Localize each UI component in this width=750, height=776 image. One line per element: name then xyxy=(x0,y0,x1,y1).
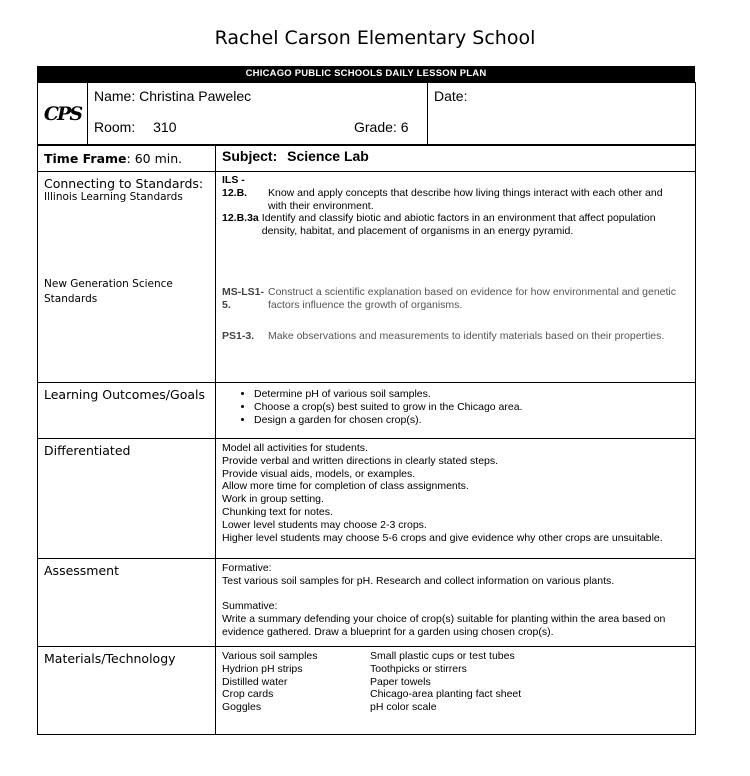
standard-code: 12.B. xyxy=(222,186,248,199)
subject-value: Science Lab xyxy=(287,148,369,164)
name-label: Name: xyxy=(94,88,136,104)
list-item: Chicago-area planting fact sheet xyxy=(370,688,522,701)
date-cell xyxy=(428,83,696,145)
name-room-cell xyxy=(88,83,428,145)
standard-item xyxy=(222,187,689,213)
outcomes-list xyxy=(222,388,689,426)
outcomes-cell xyxy=(216,383,696,439)
summative-text: Write a summary defending your choice of crop(s) suitable for planting within the area based on evidence gathered. Draw a blueprint for a garden using chosen crop(s). xyxy=(222,613,666,638)
list-item: Provide verbal and written directions in clearly stated steps. xyxy=(222,454,499,467)
formative-label: Formative: xyxy=(222,562,272,574)
subject-cell xyxy=(216,146,696,172)
grade-value: 6 xyxy=(400,119,409,135)
list-item: Goggles xyxy=(222,701,262,714)
list-item: Model all activities for students. xyxy=(222,442,368,454)
formative-text: Test various soil samples for pH. Research and collect information on various plants. xyxy=(222,574,615,587)
list-item: pH color scale xyxy=(370,701,437,714)
materials-columns xyxy=(222,650,689,714)
plan-table xyxy=(37,145,696,735)
grade-label: Grade: xyxy=(354,119,397,135)
summative-label: Summative: xyxy=(222,600,278,613)
list-item: Chunking text for notes. xyxy=(222,505,333,518)
ngss-item xyxy=(222,286,689,312)
materials-col-1 xyxy=(222,650,370,714)
timeframe-label: Time Frame xyxy=(44,151,127,166)
standard-code: 12.B.3a xyxy=(222,212,259,225)
logo-cell xyxy=(38,83,88,145)
standards-heading: Connecting to Standards: xyxy=(44,176,204,191)
subject-label: Subject: xyxy=(222,148,278,164)
cps-logo: CPS xyxy=(43,102,82,125)
list-item: Small plastic cups or test tubes xyxy=(370,650,515,662)
list-item: Allow more time for completion of class assignments. xyxy=(222,480,469,493)
ngss-item xyxy=(222,330,689,343)
ngss-label: New Generation Science Standards xyxy=(44,278,173,305)
standard-item xyxy=(222,212,689,238)
standard-text: Identify and classify biotic and abiotic factors in an environment that affect population density, habitat, and placement of organisms in an energy pyramid. xyxy=(261,212,656,238)
list-item: Various soil samples xyxy=(222,650,318,662)
ngss-text: Construct a scientific explanation based on evidence for how environmental and genetic factors influence the growth of organisms. xyxy=(268,285,676,311)
ngss-text: Make observations and measurements to identify materials based on their properties. xyxy=(268,329,665,342)
differentiated-cell xyxy=(216,439,696,559)
school-title: Rachel Carson Elementary School xyxy=(214,27,536,49)
materials-col-2 xyxy=(370,650,521,714)
list-item: Lower level students may choose 2-3 crops. xyxy=(222,518,427,531)
list-item: Higher level students may choose 5-6 crops and give evidence why other crops are unsuitable. xyxy=(222,531,663,544)
standards-detail-cell xyxy=(216,172,696,383)
list-item: • Choose a crop(s) best suited to grow in the Chicago area. xyxy=(254,401,689,413)
timeframe-cell xyxy=(38,146,216,172)
standard-text: Know and apply concepts that describe how living things interact with each other and with their environment. xyxy=(268,186,663,212)
materials-label: Materials/Technology xyxy=(38,647,216,735)
ngss-code: PS1-3. xyxy=(222,329,255,342)
list-item: Crop cards xyxy=(222,688,274,701)
illinois-standards-label: Illinois Learning Standards xyxy=(44,191,183,203)
name-value: Christina Pawelec xyxy=(139,88,252,104)
room-value: 310 xyxy=(153,119,177,135)
header-table xyxy=(37,82,696,145)
standards-cell xyxy=(38,172,216,383)
date-label: Date: xyxy=(434,88,468,104)
outcomes-label: Learning Outcomes/Goals xyxy=(38,383,216,439)
ngss-code: MS-LS1-5. xyxy=(222,285,264,311)
list-item: • Design a garden for chosen crop(s). xyxy=(254,414,689,426)
differentiated-label: Differentiated xyxy=(38,439,216,559)
banner: CHICAGO PUBLIC SCHOOLS DAILY LESSON PLAN xyxy=(37,66,695,82)
materials-cell xyxy=(216,647,696,735)
room-label: Room: xyxy=(94,119,136,135)
list-item: Provide visual aids, models, or examples. xyxy=(222,467,416,480)
lesson-plan-sheet xyxy=(37,66,695,735)
list-item: Hydrion pH strips xyxy=(222,662,303,675)
assessment-label: Assessment xyxy=(38,559,216,647)
list-item: Distilled water xyxy=(222,675,288,688)
timeframe-value: : 60 min. xyxy=(126,151,183,166)
list-item: • Determine pH of various soil samples. xyxy=(254,388,689,400)
list-item: Paper towels xyxy=(370,675,431,688)
list-item: Toothpicks or stirrers xyxy=(370,662,467,675)
ils-code: ILS - xyxy=(222,174,245,186)
list-item: Work in group setting. xyxy=(222,493,324,506)
assessment-cell xyxy=(216,559,696,647)
